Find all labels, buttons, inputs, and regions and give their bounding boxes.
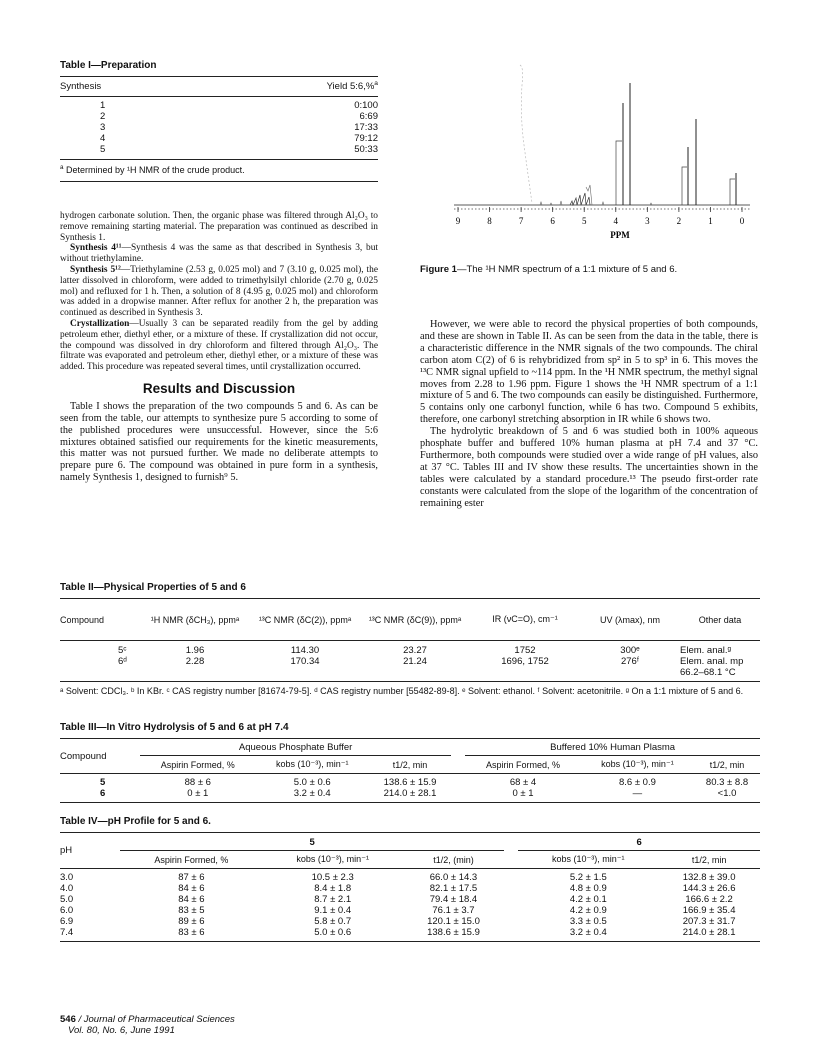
table-2-cell: 1752	[514, 645, 536, 656]
table-row	[60, 122, 378, 133]
page-number: 546	[60, 1014, 76, 1025]
left-para-1: hydrogen carbonate solution. Then, the organic phase was filtered through Al₂O₃ to remove remaining starting material. The preparation was continued as described in Synthesis 1.	[60, 211, 378, 243]
table-2-cell: 114.30	[290, 645, 320, 656]
right-para-2: The hydrolytic breakdown of 5 and 6 was studied both in 100% aqueous phosphate buffer and buffered 10% human plasma at pH 7.4 and 37 °C. Furthermore, both compounds were studied over a wide range of pH values, also at 37 °C. Tables III and IV show these results. The uncertainties shown in the tables were calculated by a standard procedure.¹³ The pseudo first-order rate constants were calculated from the slope of the logarithm of the concentration of remaining ester	[420, 426, 758, 509]
table-4-cell: 8.7 ± 2.1	[314, 894, 352, 905]
left-para-5: Table I shows the preparation of the two compounds 5 and 6. As can be seen from the table, our attempts to synthesize pure 5 according to some of the published procedures were unsuccessful. However, since the 5:6 mixtures obtained satisfied our requirements for the kinetic measurements, this matter was not pursued further. We made no deliberate attempts to prepare pure 6. The compound was obtained in pure form in a synthesis, namely Synthesis 1, designed to furnish⁹ 5.	[60, 400, 378, 484]
ppm-tick-label: 1	[708, 216, 713, 226]
table-4-cell: 166.9 ± 35.4	[682, 905, 736, 916]
table-3-cell: 6	[100, 788, 106, 799]
section-heading: Results and Discussion	[142, 380, 296, 396]
table-2-cell: 23.27	[403, 645, 427, 656]
ppm-tick-label: 3	[645, 216, 650, 226]
table-3-cell: 0 ± 1	[187, 788, 209, 799]
table-2	[60, 582, 760, 697]
minor-peaks	[540, 201, 652, 205]
table-4-cell: 83 ± 5	[178, 905, 205, 916]
integral-step-4	[616, 141, 622, 205]
integral-step-0	[730, 179, 735, 205]
table-2-cell	[250, 667, 360, 678]
table-4-cell: 3.2 ± 0.4	[569, 927, 607, 938]
table-3-subheader: Aspirin Formed, %	[486, 759, 561, 770]
right-para-1: However, we were able to record the physical properties of both compounds, and these are shown in Table II. As can be seen from the data in the table, there is a characteristic difference in the NMR signals of the two compounds. The chiral carbon atom C(2) of 6 is rehybridized from sp² in 5 to sp³ in 6. This moves the ¹³C NMR signal upfield to ~114 ppm. In the ¹H NMR spectrum, the methyl signal moves from 2.28 to 1.96 ppm. Figure 1 shows the ¹H NMR spectrum of a 1:1 mixture of 5 and 6. The two compounds can easily be distinguished. Furthermore, 5 contains only one carbonyl function, while 6 has two. Compound 5 exhibits, therefore, one carbonyl stretching absorption in IR while 6 shows two.	[420, 319, 758, 426]
table-3-subheader: kobs (10⁻³), min⁻¹	[601, 759, 674, 769]
integration-curve	[520, 65, 532, 203]
table-4-cell: 83 ± 6	[178, 927, 205, 938]
table-4-cell: 3.3 ± 0.5	[569, 916, 607, 927]
table-3-cell: 0 ± 1	[512, 788, 534, 799]
table-row	[60, 894, 760, 905]
table-row	[60, 641, 760, 657]
yield-ratio: 50:33	[354, 144, 378, 155]
table-3-cell: 5	[100, 777, 106, 788]
table-row	[60, 883, 760, 894]
table-3-cell: 3.2 ± 0.4	[293, 788, 331, 799]
journal-volume: Vol. 80, No. 6, June 1991	[68, 1025, 175, 1036]
table-2-cell: 276ᶠ	[620, 656, 640, 667]
table-2-header: Other data	[698, 614, 742, 625]
table-3	[60, 722, 760, 803]
table-row	[60, 927, 760, 938]
table-row	[60, 869, 760, 884]
table-3-group-aqueous: Aqueous Phosphate Buffer	[140, 739, 451, 756]
table-2-footnote: ᵃ Solvent: CDCl₃. ᵇ In KBr. ᶜ CAS registry number [81674-79-5]. ᵈ CAS registry number [55482-89-8]. ᵉ Solvent: ethanol. ᶠ Solvent: acetonitrile. ᵍ On a 1:1 mixture of 5 and 6.	[60, 686, 744, 696]
table-3-grid	[60, 738, 760, 799]
table-4-cell: 7.4	[60, 927, 74, 938]
table-4-cell: 138.6 ± 15.9	[427, 927, 480, 938]
table-4-cell: 166.6 ± 2.2	[685, 894, 733, 905]
ppm-tick-label: 0	[739, 216, 745, 226]
table-1-footnote: $^a$ Determined by ¹H NMR of the crude product.	[60, 164, 245, 175]
table-2-cell: 300ᵉ	[620, 645, 640, 656]
aromatic-peaks	[570, 193, 590, 205]
left-para-4: Crystallization—Usually 3 can be separated readily from the gel by adding petroleum ether, diethyl ether, or a mixture of these. If crystallization did not occur, the compound was dissolved in dry chloroform and filtered through Al₂O₃. The filtrate was evaporated and petroleum ether, diethyl ether, or a mixture of these was added. This procedure was repeated several times, until crystallization occurred.	[60, 318, 378, 373]
ppm-tick-label: 5	[581, 216, 587, 226]
table-4-subheader: t1/2, min	[691, 854, 727, 865]
yield-ratio: 17:33	[354, 122, 378, 133]
table-4-subheader: t1/2, (min)	[433, 854, 474, 865]
table-4-cell: 84 ± 6	[178, 894, 205, 905]
table-4-ph-header: pH	[60, 845, 73, 856]
table-2-cell: 6ᵈ	[118, 656, 127, 667]
table-2-caption: Table II—Physical Properties of 5 and 6	[60, 582, 246, 593]
table-4-cell: 82.1 ± 17.5	[429, 883, 478, 894]
ppm-tick-label: 9	[455, 216, 461, 226]
synthesis-number: 1	[100, 100, 106, 111]
table-4-cell: 79.4 ± 18.4	[429, 894, 478, 905]
table-2-cell	[140, 667, 250, 678]
table-2-header: Compound	[60, 614, 105, 625]
table-3-cell: 138.6 ± 15.9	[383, 777, 437, 788]
ppm-tick-label: 2	[676, 216, 682, 226]
table-2-cell: 1696, 1752	[501, 656, 549, 667]
table-row	[60, 133, 378, 144]
journal-name: / Journal of Pharmaceutical Sciences	[78, 1014, 235, 1025]
table-1-header-yield: Yield 5:6,%$^a$	[326, 79, 378, 92]
table-row	[60, 774, 760, 789]
integral-step-2	[682, 167, 687, 205]
right-column	[420, 319, 758, 510]
table-4-group-6: 6	[518, 833, 760, 851]
table-4-cell: 4.8 ± 0.9	[569, 883, 607, 894]
yield-ratio: 0:100	[354, 100, 378, 111]
table-4-cell: 132.8 ± 39.0	[682, 872, 736, 883]
table-4-cell: 214.0 ± 28.1	[682, 927, 736, 938]
table-3-cell: —	[632, 788, 643, 799]
table-row	[60, 144, 378, 155]
table-2-cell	[360, 667, 470, 678]
figure-1	[420, 55, 760, 295]
left-column	[60, 211, 378, 484]
synthesis-number: 4	[100, 133, 106, 144]
synthesis-number: 2	[100, 111, 106, 122]
table-2-cell	[580, 667, 680, 678]
table-4-cell: 4.2 ± 0.9	[569, 905, 607, 916]
synthesis-number: 5	[100, 144, 106, 155]
table-4-cell: 207.3 ± 31.7	[682, 916, 736, 927]
table-4-cell: 84 ± 6	[178, 883, 205, 894]
table-4-cell: 4.0	[60, 883, 74, 894]
table-4-cell: 144.3 ± 26.6	[682, 883, 736, 894]
table-2-header: ¹H NMR (δCH₃), ppmᵃ	[150, 614, 240, 625]
table-4-cell: 3.0	[60, 872, 74, 883]
table-3-cell: <1.0	[717, 788, 737, 799]
table-1-grid	[60, 76, 378, 155]
table-4	[60, 816, 760, 942]
table-row	[60, 788, 760, 799]
table-2-header: UV (λmax), nm	[599, 614, 660, 625]
table-3-subheader: kobs (10⁻³), min⁻¹	[275, 759, 349, 769]
table-2-cell: 66.2–68.1 °C	[680, 667, 736, 678]
table-row	[60, 916, 760, 927]
table-4-cell: 120.1 ± 15.0	[427, 916, 480, 927]
table-4-grid	[60, 832, 760, 938]
table-4-cell: 4.2 ± 0.1	[569, 894, 607, 905]
table-3-caption: Table III—In Vitro Hydrolysis of 5 and 6 at pH 7.4	[60, 722, 289, 733]
table-4-group-5: 5	[120, 833, 504, 851]
table-2-cell: 21.24	[403, 656, 427, 667]
table-4-cell: 6.0	[60, 905, 74, 916]
yield-ratio: 6:69	[359, 111, 378, 122]
table-2-grid	[60, 598, 760, 678]
synthesis-number: 3	[100, 122, 106, 133]
table-4-cell: 9.1 ± 0.4	[314, 905, 352, 916]
ppm-axis-label: PPM	[610, 230, 630, 240]
ppm-tick-label: 7	[518, 216, 524, 226]
table-4-subheader: Aspirin Formed, %	[154, 854, 229, 865]
page-footer	[60, 1014, 235, 1036]
nmr-spectrum-plot	[420, 55, 760, 255]
table-4-cell: 76.1 ± 3.7	[432, 905, 475, 916]
table-2-cell: Elem. anal. mp	[680, 656, 744, 667]
table-row	[60, 111, 378, 122]
ppm-tick-labels	[456, 207, 745, 226]
table-2-cell: 1.96	[185, 645, 205, 656]
left-para-3: Synthesis 5¹²—Triethylamine (2.53 g, 0.025 mol) and 7 (3.10 g, 0.025 mol), the latter dissolved in chloroform, were added to trimethylsilyl chloride (2.70 g, 0.025 mol) and refluxed for 1 h. Then, a solution of 8 (4.95 g, 0.025 mol) and chloroform was added in a dropwise manner. After reflux for another 2 h, the preparation was continued as described in Synthesis 3.	[60, 264, 378, 319]
ppm-tick-label: 4	[613, 216, 619, 226]
table-3-cell: 5.0 ± 0.6	[293, 777, 331, 788]
table-4-cell: 6.9	[60, 916, 74, 927]
table-2-cell	[60, 667, 140, 678]
table-3-cell: 88 ± 6	[184, 777, 211, 788]
table-4-cell: 8.4 ± 1.8	[314, 883, 352, 894]
table-2-cell: 5ᶜ	[118, 645, 127, 656]
table-3-cell: 68 ± 4	[509, 777, 537, 788]
table-3-subheader: Aspirin Formed, %	[160, 759, 235, 770]
table-3-cell: 80.3 ± 8.8	[705, 777, 749, 788]
table-2-cell: 170.34	[290, 656, 320, 667]
table-3-group-plasma: Buffered 10% Human Plasma	[465, 739, 760, 756]
figure-1-caption: Figure 1—The ¹H NMR spectrum of a 1:1 mixture of 5 and 6.	[420, 264, 678, 275]
table-4-subheader: kobs (10⁻³), min⁻¹	[296, 854, 369, 864]
table-4-cell: 5.0 ± 0.6	[314, 927, 352, 938]
table-3-cell: 214.0 ± 28.1	[383, 788, 437, 799]
table-3-cell: 8.6 ± 0.9	[618, 777, 656, 788]
table-4-cell: 5.0	[60, 894, 74, 905]
table-1-header-synthesis: Synthesis	[60, 81, 102, 92]
table-4-cell: 66.0 ± 14.3	[429, 872, 478, 883]
table-4-cell: 89 ± 6	[178, 916, 205, 927]
ppm-tick-label: 8	[487, 216, 492, 226]
table-2-cell: 2.28	[185, 656, 205, 667]
table-4-cell: 5.2 ± 1.5	[569, 872, 607, 883]
table-2-header: ¹³C NMR (δC(9)), ppmᵃ	[368, 614, 462, 625]
table-4-cell: 87 ± 6	[178, 872, 205, 883]
table-2-header: IR (νC=O), cm⁻¹	[492, 614, 558, 624]
table-3-subheader: t1/2, min	[709, 759, 745, 770]
table-row	[60, 656, 760, 667]
table-row	[60, 97, 378, 112]
table-1	[60, 60, 378, 182]
table-row	[60, 905, 760, 916]
table-1-caption: Table I—Preparation	[60, 60, 157, 71]
table-3-compound-header: Compound	[60, 750, 107, 762]
ppm-tick-label: 6	[550, 216, 555, 226]
table-4-caption: Table IV—pH Profile for 5 and 6.	[60, 816, 211, 827]
left-para-2: Synthesis 4¹¹—Synthesis 4 was the same as that described in Synthesis 3, but without triethylamine.	[60, 243, 378, 265]
table-3-subheader: t1/2, min	[392, 759, 428, 770]
table-4-cell: 10.5 ± 2.3	[311, 872, 354, 883]
table-row	[60, 667, 760, 678]
table-2-cell	[470, 667, 580, 678]
yield-ratio: 79:12	[354, 133, 378, 144]
table-2-header: ¹³C NMR (δC(2)), ppmᵃ	[258, 614, 352, 625]
table-4-cell: 5.8 ± 0.7	[314, 916, 352, 927]
table-4-subheader: kobs (10⁻³), min⁻¹	[552, 854, 625, 864]
table-2-cell: Elem. anal.ᵍ	[680, 645, 732, 656]
